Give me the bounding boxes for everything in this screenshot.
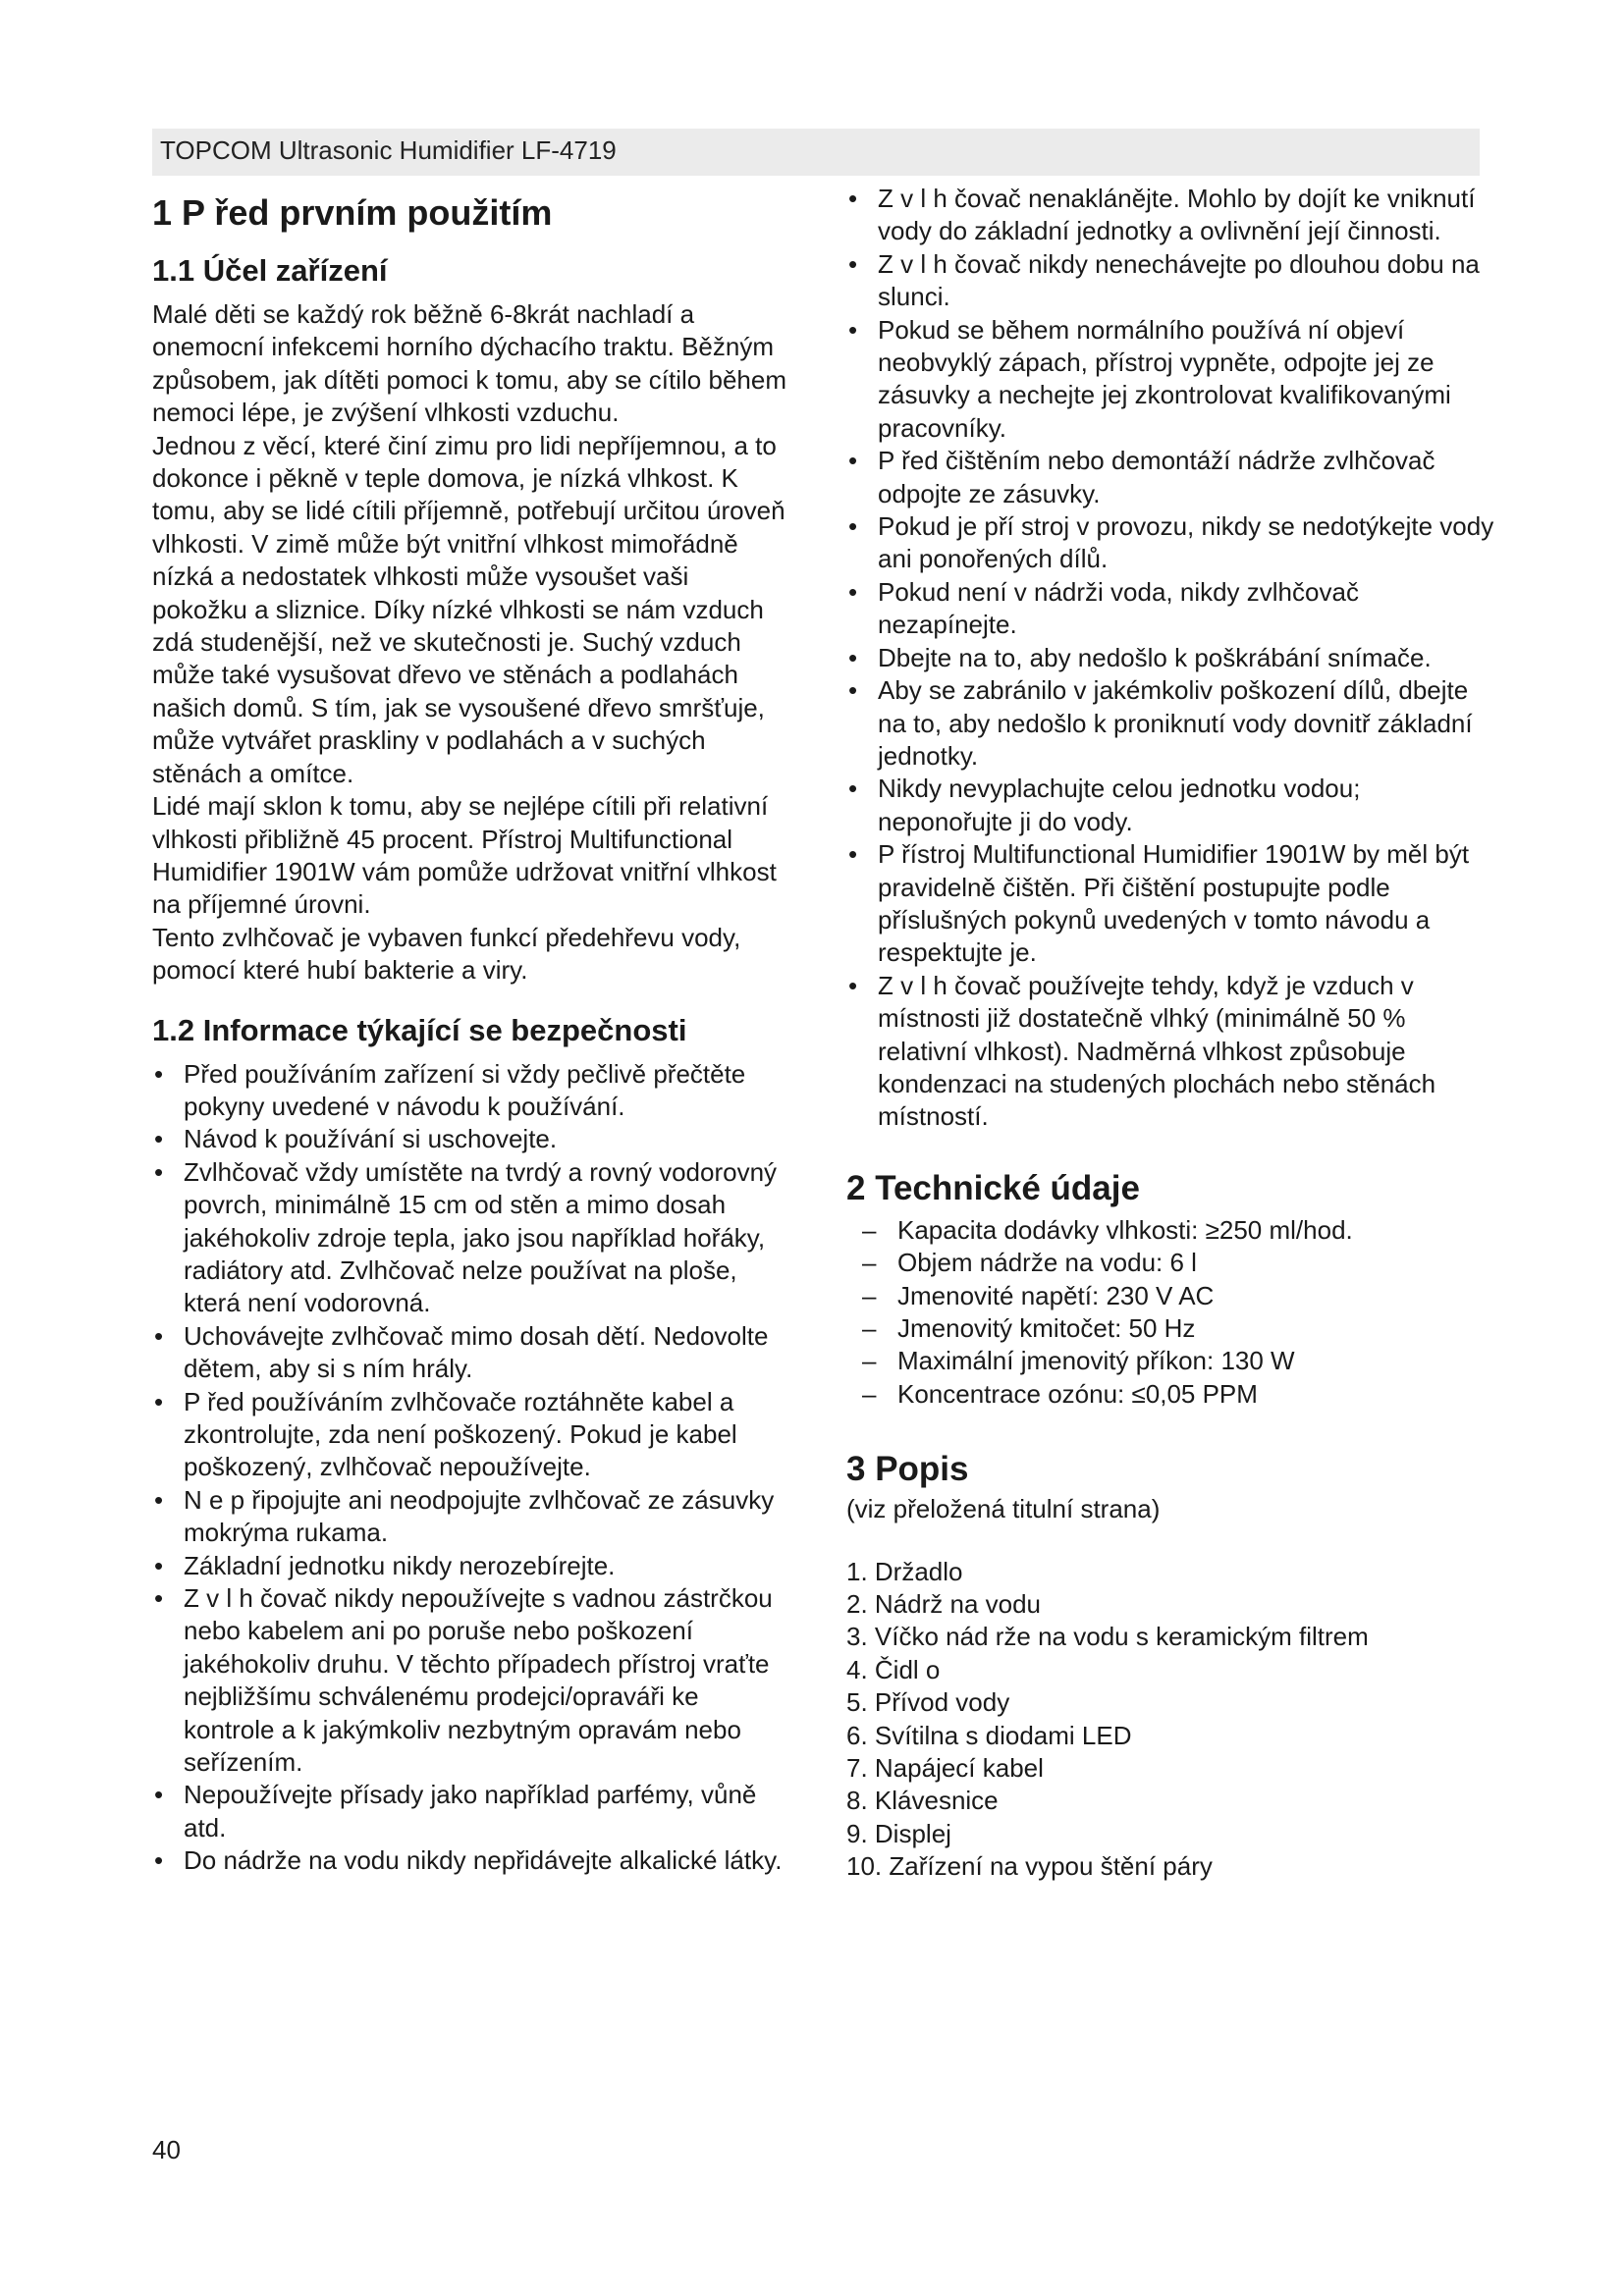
safety-list-continued xyxy=(846,183,1494,1134)
left-column xyxy=(152,177,790,1878)
section-2-title: 2 Technické údaje xyxy=(846,1168,1140,1207)
spec-item: – Kapacita dodávky vlhkosti: ≥250 ml/hod. xyxy=(846,1214,1494,1247)
list-item: • Do nádrže na vodu nikdy nepřidávejte alkalické látky. xyxy=(152,1844,790,1877)
list-item: • Pokud není v nádrži voda, nikdy zvlhčovač nezapínejte. xyxy=(846,576,1494,642)
section-1-1-title: 1.1 Účel zařízení xyxy=(152,253,388,288)
list-item: • Dbejte na to, aby nedošlo k poškrábání snímače. xyxy=(846,642,1494,674)
list-item: • Aby se zabránilo v jakémkoliv poškození dílů, dbejte na to, aby nedošlo k proniknutí vody dovnitř základní jednotky. xyxy=(846,674,1494,773)
right-column xyxy=(846,183,1494,1884)
spec-item: – Jmenovité napětí: 230 V AC xyxy=(846,1280,1494,1312)
paragraph: Jednou z věcí, které činí zimu pro lidi nepříjemnou, a to dokonce i pěkně v teple domova, je nízká vlhkost. K tomu, aby se lidé cítili příjemně, potřebují určitou úroveň vlhkosti. V zimě může být vnitřní vlhkost mimořádně nízká a nedostatek vlhkosti může vysoušet vaši pokožku a sliznice. Díky nízké vlhkosti se nám vzduch zdá studenější, než ve skutečnosti je. Suchý vzduch může také vysušovat dřevo ve stěnách a podlahách našich domů. S tím, jak se vysoušené dřevo smršťuje, může vytvářet praskliny v podlahách a v suchých stěnách a omítce. xyxy=(152,430,785,788)
list-item: • Z v l h čovač nikdy nenechávejte po dlouhou dobu na slunci. xyxy=(846,248,1494,314)
spec-item: – Jmenovitý kmitočet: 50 Hz xyxy=(846,1312,1494,1345)
list-item: • Pokud je pří stroj v provozu, nikdy se nedotýkejte vody ani ponořených dílů. xyxy=(846,510,1494,576)
part-item: 5. Přívod vody xyxy=(846,1687,1010,1718)
header-bar xyxy=(152,129,1480,176)
spec-item: – Objem nádrže na vodu: 6 l xyxy=(846,1247,1494,1279)
parts-list xyxy=(846,1556,1494,1884)
safety-list xyxy=(152,1058,790,1878)
part-item: 8. Klávesnice xyxy=(846,1786,999,1816)
part-item: 9. Displej xyxy=(846,1818,951,1848)
list-item: • Nepoužívejte přísady jako například parfémy, vůně atd. xyxy=(152,1779,790,1844)
list-item: • N e p řipojujte ani neodpojujte zvlhčovač ze zásuvky mokrýma rukama. xyxy=(152,1484,790,1550)
paragraph: Tento zvlhčovač je vybaven funkcí předehřevu vody, pomocí které hubí bakterie a viry. xyxy=(152,922,741,986)
part-item: 1. Držadlo xyxy=(846,1556,963,1586)
part-item: 10. Zařízení na vypou štění páry xyxy=(846,1851,1213,1882)
list-item: • Z v l h čovač používejte tehdy, když je vzduch v místnosti již dostatečně vlhký (minimálně 50 % relativní vlhkost). Nadměrná vlhkost způsobuje kondenzaci na studených plochách nebo stěnách místností. xyxy=(846,970,1494,1134)
header-title: TOPCOM Ultrasonic Humidifier LF-4719 xyxy=(160,135,617,165)
spec-item: – Maximální jmenovitý příkon: 130 W xyxy=(846,1345,1494,1377)
list-item: • Nikdy nevyplachujte celou jednotku vodou; neponořujte ji do vody. xyxy=(846,773,1494,838)
list-item: • P řed čištěním nebo demontáží nádrže zvlhčovač odpojte ze zásuvky. xyxy=(846,445,1494,510)
list-item: • Uchovávejte zvlhčovač mimo dosah dětí. Nedovolte dětem, aby si s ním hrály. xyxy=(152,1320,790,1386)
specs-list xyxy=(846,1214,1494,1411)
list-item: • P řístroj Multifunctional Humidifier 1901W by měl být pravidelně čištěn. Při čištění postupujte podle příslušných pokynů uvedených v tomto návodu a respektujte je. xyxy=(846,838,1494,970)
page-number: 40 xyxy=(152,2135,181,2164)
part-item: 6. Svítilna s diodami LED xyxy=(846,1720,1132,1750)
paragraph: Malé děti se každý rok běžně 6-8krát nachladí a onemocní infekcemi horního dýchacího traktu. Běžným způsobem, jak dítěti pomoci k tomu, aby se cítilo během nemoci lépe, je zvýšení vlhkosti vzduchu. xyxy=(152,299,786,428)
part-item: 3. Víčko nád rže na vodu s keramickým filtrem xyxy=(846,1622,1369,1652)
part-item: 4. Čidl o xyxy=(846,1654,941,1684)
section-1-title: 1 P řed prvním použitím xyxy=(152,192,553,233)
spacer xyxy=(846,1526,1494,1556)
section-3-subtitle: (viz přeložená titulní strana) xyxy=(846,1494,1161,1524)
part-item: 7. Napájecí kabel xyxy=(846,1753,1044,1784)
section-3-title: 3 Popis xyxy=(846,1450,969,1489)
list-item: • Před používáním zařízení si vždy pečlivě přečtěte pokyny uvedené v návodu k používání. xyxy=(152,1058,790,1124)
list-item: • Pokud se během normálního používá ní objeví neobvyklý zápach, přístroj vypněte, odpojte jej ze zásuvky a nechejte jej zkontrolovat kvalifikovanými pracovníky. xyxy=(846,314,1494,446)
section-1-2-title: 1.2 Informace týkající se bezpečnosti xyxy=(152,1012,687,1047)
list-item: • Z v l h čovač nenaklánějte. Mohlo by dojít ke vniknutí vody do základní jednotky a ovlivnění její činnosti. xyxy=(846,183,1494,248)
list-item: • P řed používáním zvlhčovače roztáhněte kabel a zkontrolujte, zda není poškozený. Pokud je kabel poškozený, zvlhčovač nepoužívejte. xyxy=(152,1386,790,1484)
part-item: 2. Nádrž na vodu xyxy=(846,1589,1042,1620)
list-item: • Zvlhčovač vždy umístěte na tvrdý a rovný vodorovný povrch, minimálně 15 cm od stěn a mimo dosah jakéhokoliv zdroje tepla, jako jsou například hořáky, radiátory atd. Zvlhčovač nelze používat na ploše, která není vodorovná. xyxy=(152,1156,790,1320)
list-item: • Z v l h čovač nikdy nepoužívejte s vadnou zástrčkou nebo kabelem ani po poruše nebo poškození jakéhokoliv druhu. V těchto případech přístroj vraťte nejbližšímu schválenému prodejci/opraváři ke kontrole a k jakýmkoliv nezbytným opravám nebo seřízením. xyxy=(152,1582,790,1779)
spec-item: – Koncentrace ozónu: ≤0,05 PPM xyxy=(846,1378,1494,1411)
list-item: • Základní jednotku nikdy nerozebírejte. xyxy=(152,1550,790,1582)
paragraph: Lidé mají sklon k tomu, aby se nejlépe cítili při relativní vlhkosti přibližně 45 procent. Přístroj Multifunctional Humidifier 1901W vám pomůže udržovat vnitřní vlhkost na příjemné úrovni. xyxy=(152,791,777,920)
list-item: • Návod k používání si uschovejte. xyxy=(152,1123,790,1155)
